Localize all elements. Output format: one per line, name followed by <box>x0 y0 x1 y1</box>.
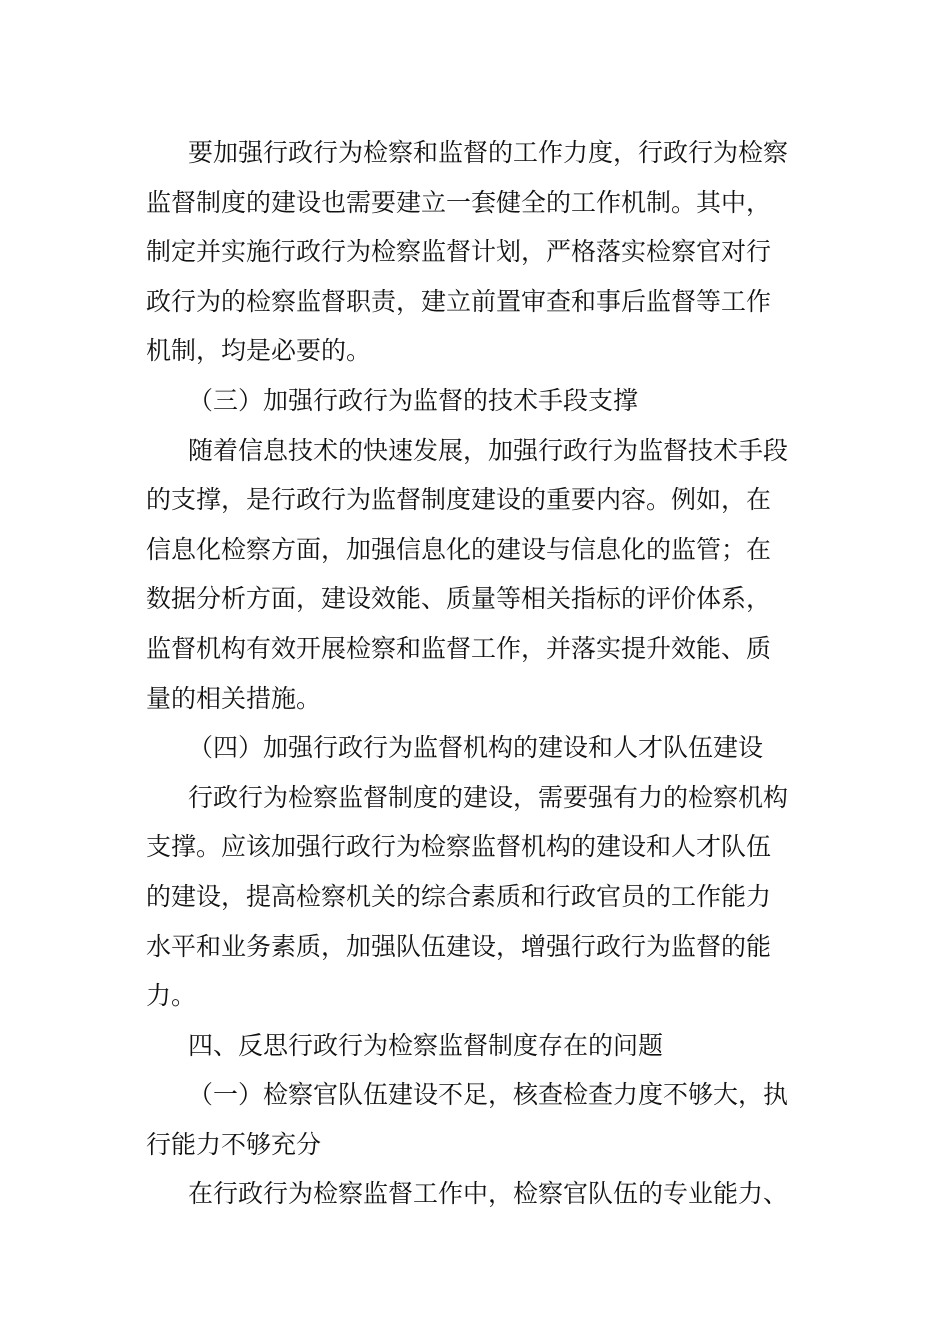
paragraph-line: 的支撑，是行政行为监督制度建设的重要内容。例如，在 <box>146 485 772 515</box>
paragraph-line: 数据分析方面，建设效能、质量等相关指标的评价体系， <box>146 584 772 614</box>
section-heading-continuation: 行能力不够充分 <box>146 1129 322 1159</box>
paragraph-line: 行政行为检察监督制度的建设，需要强有力的检察机构 <box>188 782 789 812</box>
section-heading: （四）加强行政行为监督机构的建设和人才队伍建设 <box>188 733 764 763</box>
paragraph-line: 要加强行政行为检察和监督的工作力度，行政行为检察 <box>188 138 789 167</box>
paragraph-line: 随着信息技术的快速发展，加强行政行为监督技术手段 <box>188 435 789 465</box>
chapter-heading: 四、反思行政行为检察监督制度存在的问题 <box>188 1030 664 1060</box>
paragraph-line: 水平和业务素质，加强队伍建设，增强行政行为监督的能 <box>146 931 772 961</box>
paragraph-line: 信息化检察方面，加强信息化的建设与信息化的监管；在 <box>146 534 772 564</box>
paragraph-line: 力。 <box>146 981 197 1011</box>
paragraph-line: 在行政行为检察监督工作中，检察官队伍的专业能力、 <box>188 1179 789 1209</box>
section-heading: （一）检察官队伍建设不足，核查检查力度不够大，执 <box>188 1080 789 1110</box>
paragraph-line: 量的相关措施。 <box>146 683 322 713</box>
paragraph-line: 政行为的检察监督职责，建立前置审查和事后监督等工作 <box>146 286 772 316</box>
section-heading: （三）加强行政行为监督的技术手段支撑 <box>188 385 639 415</box>
paragraph-line: 机制，均是必要的。 <box>146 336 372 366</box>
document-body <box>146 128 808 1219</box>
paragraph-line: 支撑。应该加强行政行为检察监督机构的建设和人才队伍 <box>146 832 772 862</box>
paragraph-line: 制定并实施行政行为检察监督计划，严格落实检察官对行 <box>146 237 772 267</box>
paragraph-line: 的建设，提高检察机关的综合素质和行政官员的工作能力 <box>146 881 772 911</box>
paragraph-line: 监督机构有效开展检察和监督工作，并落实提升效能、质 <box>146 633 772 663</box>
paragraph-line: 监督制度的建设也需要建立一套健全的工作机制。其中， <box>146 187 772 217</box>
